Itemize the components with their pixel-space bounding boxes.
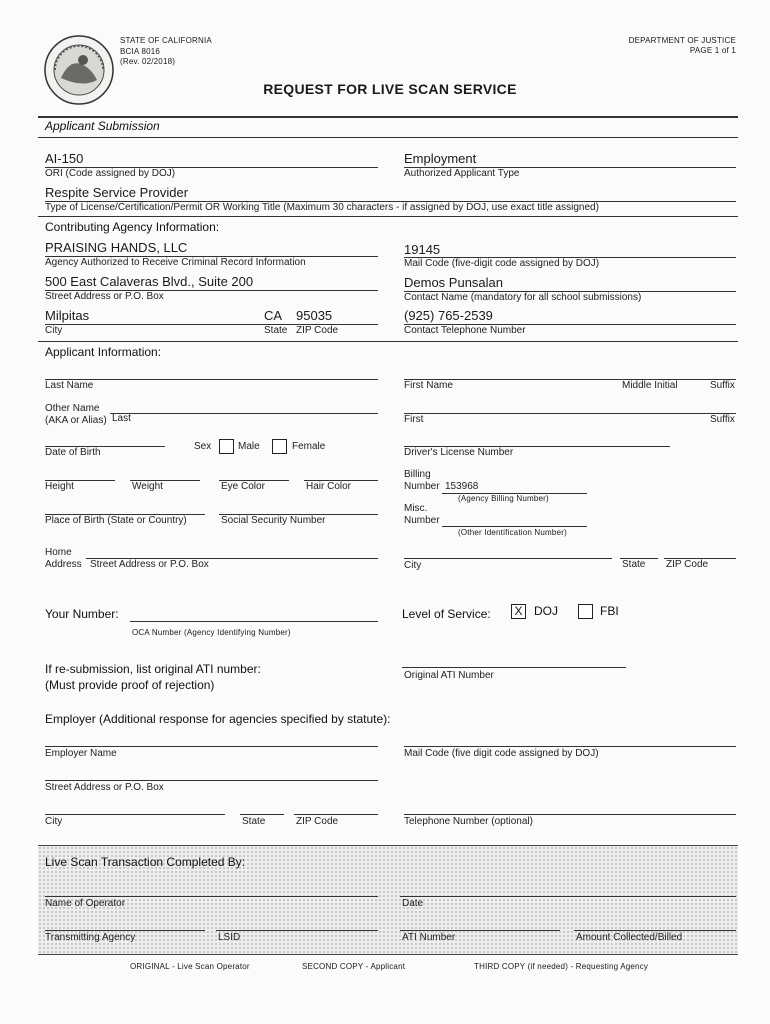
contributing-agency-heading: Contributing Agency Information: <box>45 220 220 234</box>
form-number: BCIA 8016 <box>120 47 161 56</box>
fbi-label: FBI <box>600 604 619 618</box>
applicant-type-field[interactable]: Employment <box>404 151 477 166</box>
doj-label: DOJ <box>534 604 558 618</box>
female-label: Female <box>292 441 326 452</box>
misc-number-label: Number <box>404 515 440 526</box>
ati-number-label: ATI Number <box>402 932 456 943</box>
home-street-label: Street Address or P.O. Box <box>90 559 209 570</box>
department-label: DEPARTMENT OF JUSTICE <box>628 36 736 45</box>
first-name-underline[interactable] <box>404 379 736 380</box>
applicant-info-heading: Applicant Information: <box>45 345 162 359</box>
page-title: REQUEST FOR LIVE SCAN SERVICE <box>263 81 517 97</box>
agency-label: Agency Authorized to Receive Criminal Record Information <box>45 257 306 268</box>
employer-name-underline[interactable] <box>45 746 378 747</box>
employer-street-label: Street Address or P.O. Box <box>45 782 164 793</box>
footer-second-copy: SECOND COPY - Applicant <box>302 962 406 971</box>
resubmission-proof-label: (Must provide proof of rejection) <box>45 678 215 692</box>
agency-street-label: Street Address or P.O. Box <box>45 291 164 302</box>
live-scan-heading: Live Scan Transaction Completed By: <box>45 855 246 869</box>
date-underline[interactable] <box>400 896 736 897</box>
ori-label: ORI (Code assigned by DOJ) <box>45 168 176 179</box>
employer-zip-label: ZIP Code <box>296 816 339 827</box>
misc-label: Misc. <box>404 503 428 514</box>
employer-city-label: City <box>45 816 63 827</box>
date-label: Date <box>402 898 424 909</box>
other-last-underline[interactable] <box>110 413 378 414</box>
drivers-license-label: Driver's License Number <box>404 447 514 458</box>
agency-city-label: City <box>45 325 63 336</box>
agency-zip-field[interactable]: 95035 <box>296 308 333 323</box>
oca-label: OCA Number (Agency Identifying Number) <box>132 628 291 637</box>
agency-field[interactable]: PRAISING HANDS, LLC <box>45 240 188 255</box>
fbi-checkbox[interactable] <box>578 604 593 619</box>
employer-state-underline[interactable] <box>240 814 284 815</box>
agency-state-label: State <box>264 325 288 336</box>
operator-label: Name of Operator <box>45 898 126 909</box>
employer-zip-underline[interactable] <box>294 814 378 815</box>
suffix-label: Suffix <box>710 380 735 391</box>
male-label: Male <box>238 441 260 452</box>
employer-phone-label: Telephone Number (optional) <box>404 816 533 827</box>
working-title-label: Type of License/Certification/Permit OR Working Title (Maximum 30 characters - if assigned by DOJ, use exact title assigned) <box>45 202 599 213</box>
billing-number-label: Number <box>404 481 440 492</box>
contact-phone-label: Contact Telephone Number <box>404 325 526 336</box>
other-suffix-label: Suffix <box>710 414 735 425</box>
home-state-label: State <box>622 559 646 570</box>
applicant-type-label: Authorized Applicant Type <box>404 168 520 179</box>
contact-name-label: Contact Name (mandatory for all school submissions) <box>404 292 642 303</box>
home-city-underline[interactable] <box>404 558 612 559</box>
contact-name-field[interactable]: Demos Punsalan <box>404 275 503 290</box>
misc-sub-label: (Other Identification Number) <box>458 528 567 537</box>
agency-state-field[interactable]: CA <box>264 308 283 323</box>
transmitting-agency-underline[interactable] <box>45 930 205 931</box>
place-of-birth-label: Place of Birth (State or Country) <box>45 515 187 526</box>
other-last-label: Last <box>112 413 131 424</box>
working-title-field[interactable]: Respite Service Provider <box>45 185 189 200</box>
other-first-underline[interactable] <box>404 413 736 414</box>
operator-underline[interactable] <box>45 896 378 897</box>
eye-color-label: Eye Color <box>221 481 265 492</box>
employer-street-underline[interactable] <box>45 780 378 781</box>
footer-third-copy: THIRD COPY (if needed) - Requesting Agency <box>474 962 649 971</box>
home-city-label: City <box>404 560 422 571</box>
form-revision: (Rev. 02/2018) <box>120 57 176 66</box>
home-zip-label: ZIP Code <box>666 559 709 570</box>
employer-name-label: Employer Name <box>45 748 117 759</box>
amount-label: Amount Collected/Billed <box>576 932 683 943</box>
divider <box>38 216 738 217</box>
divider <box>38 137 738 138</box>
billing-number-field[interactable]: 153968 <box>445 481 479 492</box>
other-first-label: First <box>404 414 424 425</box>
mail-code-label: Mail Code (five-digit code assigned by DOJ) <box>404 258 600 269</box>
employer-mail-code-underline[interactable] <box>404 746 736 747</box>
dob-label: Date of Birth <box>45 447 101 458</box>
sex-label: Sex <box>194 441 212 452</box>
amount-underline[interactable] <box>574 930 736 931</box>
female-checkbox[interactable] <box>272 439 287 454</box>
home-label: Home <box>45 547 72 558</box>
first-name-label: First Name <box>404 380 453 391</box>
last-name-label: Last Name <box>45 380 94 391</box>
weight-label: Weight <box>132 481 163 492</box>
divider <box>38 341 738 342</box>
transmitting-agency-label: Transmitting Agency <box>45 932 136 943</box>
last-name-underline[interactable] <box>45 379 378 380</box>
employer-state-label: State <box>242 816 266 827</box>
aka-label: (AKA or Alias) <box>45 415 107 426</box>
doj-checkbox[interactable]: X <box>511 604 526 619</box>
your-number-underline[interactable] <box>130 621 378 622</box>
contact-phone-field[interactable]: (925) 765-2539 <box>404 308 493 323</box>
footer-original: ORIGINAL - Live Scan Operator <box>130 962 250 971</box>
ssn-label: Social Security Number <box>221 515 326 526</box>
resubmission-label: If re-submission, list original ATI number: <box>45 662 261 676</box>
original-ati-label: Original ATI Number <box>404 670 494 681</box>
height-label: Height <box>45 481 74 492</box>
lsid-underline[interactable] <box>216 930 378 931</box>
employer-city-underline[interactable] <box>45 814 225 815</box>
billing-label: Billing <box>404 469 431 480</box>
employer-heading: Employer (Additional response for agencies specified by statute): <box>45 712 391 726</box>
lsid-label: LSID <box>218 932 241 943</box>
page-number: PAGE 1 of 1 <box>689 46 736 55</box>
hair-color-label: Hair Color <box>306 481 352 492</box>
home-address-label: Address <box>45 559 82 570</box>
employer-mail-code-label: Mail Code (five digit code assigned by DOJ) <box>404 748 599 759</box>
level-of-service-label: Level of Service: <box>402 607 491 621</box>
ati-number-underline[interactable] <box>400 930 560 931</box>
male-checkbox[interactable] <box>219 439 234 454</box>
agency-street-field[interactable]: 500 East Calaveras Blvd., Suite 200 <box>45 274 254 289</box>
misc-underline[interactable] <box>442 526 587 527</box>
agency-zip-label: ZIP Code <box>296 325 339 336</box>
employer-phone-underline[interactable] <box>404 814 736 815</box>
applicant-submission-heading: Applicant Submission <box>45 119 160 133</box>
your-number-label: Your Number: <box>45 607 119 621</box>
other-name-label: Other Name <box>45 403 100 414</box>
state-label: STATE OF CALIFORNIA <box>120 36 212 45</box>
middle-initial-label: Middle Initial <box>622 380 678 391</box>
mail-code-field[interactable]: 19145 <box>404 242 441 257</box>
billing-sub-label: (Agency Billing Number) <box>458 494 549 503</box>
ori-field[interactable]: AI-150 <box>45 151 84 166</box>
divider <box>38 116 738 118</box>
agency-city-field[interactable]: Milpitas <box>45 308 90 323</box>
original-ati-underline[interactable] <box>402 667 626 668</box>
